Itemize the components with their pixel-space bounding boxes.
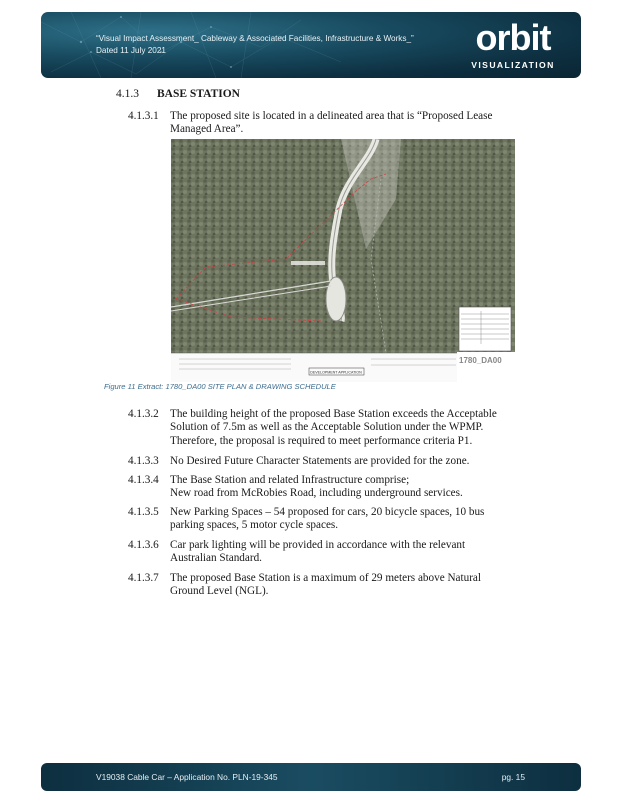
item-text-line: New Parking Spaces – 54 proposed for cars, 20 bicycle spaces, 10 bus bbox=[170, 506, 485, 518]
item-text-line: The building height of the proposed Base Station exceeds the Acceptable bbox=[170, 408, 497, 420]
document-date: Dated 11 July 2021 bbox=[96, 45, 166, 55]
item-number: 4.1.3.5 bbox=[128, 506, 159, 518]
item-text-line: Managed Area”. bbox=[170, 123, 244, 136]
orbit-logo bbox=[467, 17, 559, 72]
item-text-line: The Base Station and related Infrastructure comprise; bbox=[170, 474, 410, 486]
item-number: 4.1.3.6 bbox=[128, 539, 159, 551]
page-number: pg. 15 bbox=[501, 772, 525, 782]
item-text-line: The proposed site is located in a delineated area that is “Proposed Lease bbox=[170, 110, 493, 122]
drawing-number: 1780_DA00 bbox=[459, 356, 502, 365]
logo-wordmark: orbit bbox=[475, 17, 551, 58]
item-text-line: Therefore, the proposal is required to meet performance criteria P1. bbox=[170, 434, 473, 447]
item-number: 4.1.3.4 bbox=[128, 474, 159, 486]
aerial-site-plan bbox=[171, 139, 515, 382]
item-number: 4.1.3.7 bbox=[128, 572, 159, 584]
item-text-line: parking spaces, 5 motor cycle spaces. bbox=[170, 519, 339, 532]
page-header-banner bbox=[41, 12, 581, 78]
site-plan-image bbox=[171, 139, 515, 382]
item-number: 4.1.3.3 bbox=[128, 455, 159, 467]
item-number: 4.1.3.2 bbox=[128, 408, 159, 420]
figure-caption: Figure 11 Extract: 1780_DA00 SITE PLAN & DRAWING SCHEDULE bbox=[104, 382, 336, 391]
logo-subtitle: VISUALIZATION bbox=[471, 60, 555, 70]
item-text-line: No Desired Future Character Statements are provided for the zone. bbox=[170, 455, 470, 467]
item-text-line: Ground Level (NGL). bbox=[170, 585, 269, 598]
section-heading bbox=[116, 88, 240, 100]
item-number: 4.1.3.1 bbox=[128, 110, 159, 122]
footer-reference: V19038 Cable Car – Application No. PLN-19-345 bbox=[96, 772, 278, 782]
drawing-stamp: DEVELOPMENT APPLICATION bbox=[310, 370, 362, 375]
page-footer bbox=[41, 763, 581, 791]
item-text-line: New road from McRobies Road, including underground services. bbox=[170, 487, 463, 500]
item-text-line: Solution of 7.5m as well as the Acceptable Solution under the WPMP. bbox=[170, 421, 484, 434]
item-text-line: Car park lighting will be provided in accordance with the relevant bbox=[170, 539, 466, 551]
section-number: 4.1.3 bbox=[116, 88, 139, 100]
document-title bbox=[96, 33, 414, 56]
item-text-line: Australian Standard. bbox=[170, 552, 262, 565]
item-text-line: The proposed Base Station is a maximum of 29 meters above Natural bbox=[170, 572, 481, 584]
section-title: BASE STATION bbox=[157, 88, 240, 100]
document-title-line: “Visual Impact Assessment_ Cableway & Associated Facilities, Infrastructure & Works_” bbox=[96, 34, 414, 43]
